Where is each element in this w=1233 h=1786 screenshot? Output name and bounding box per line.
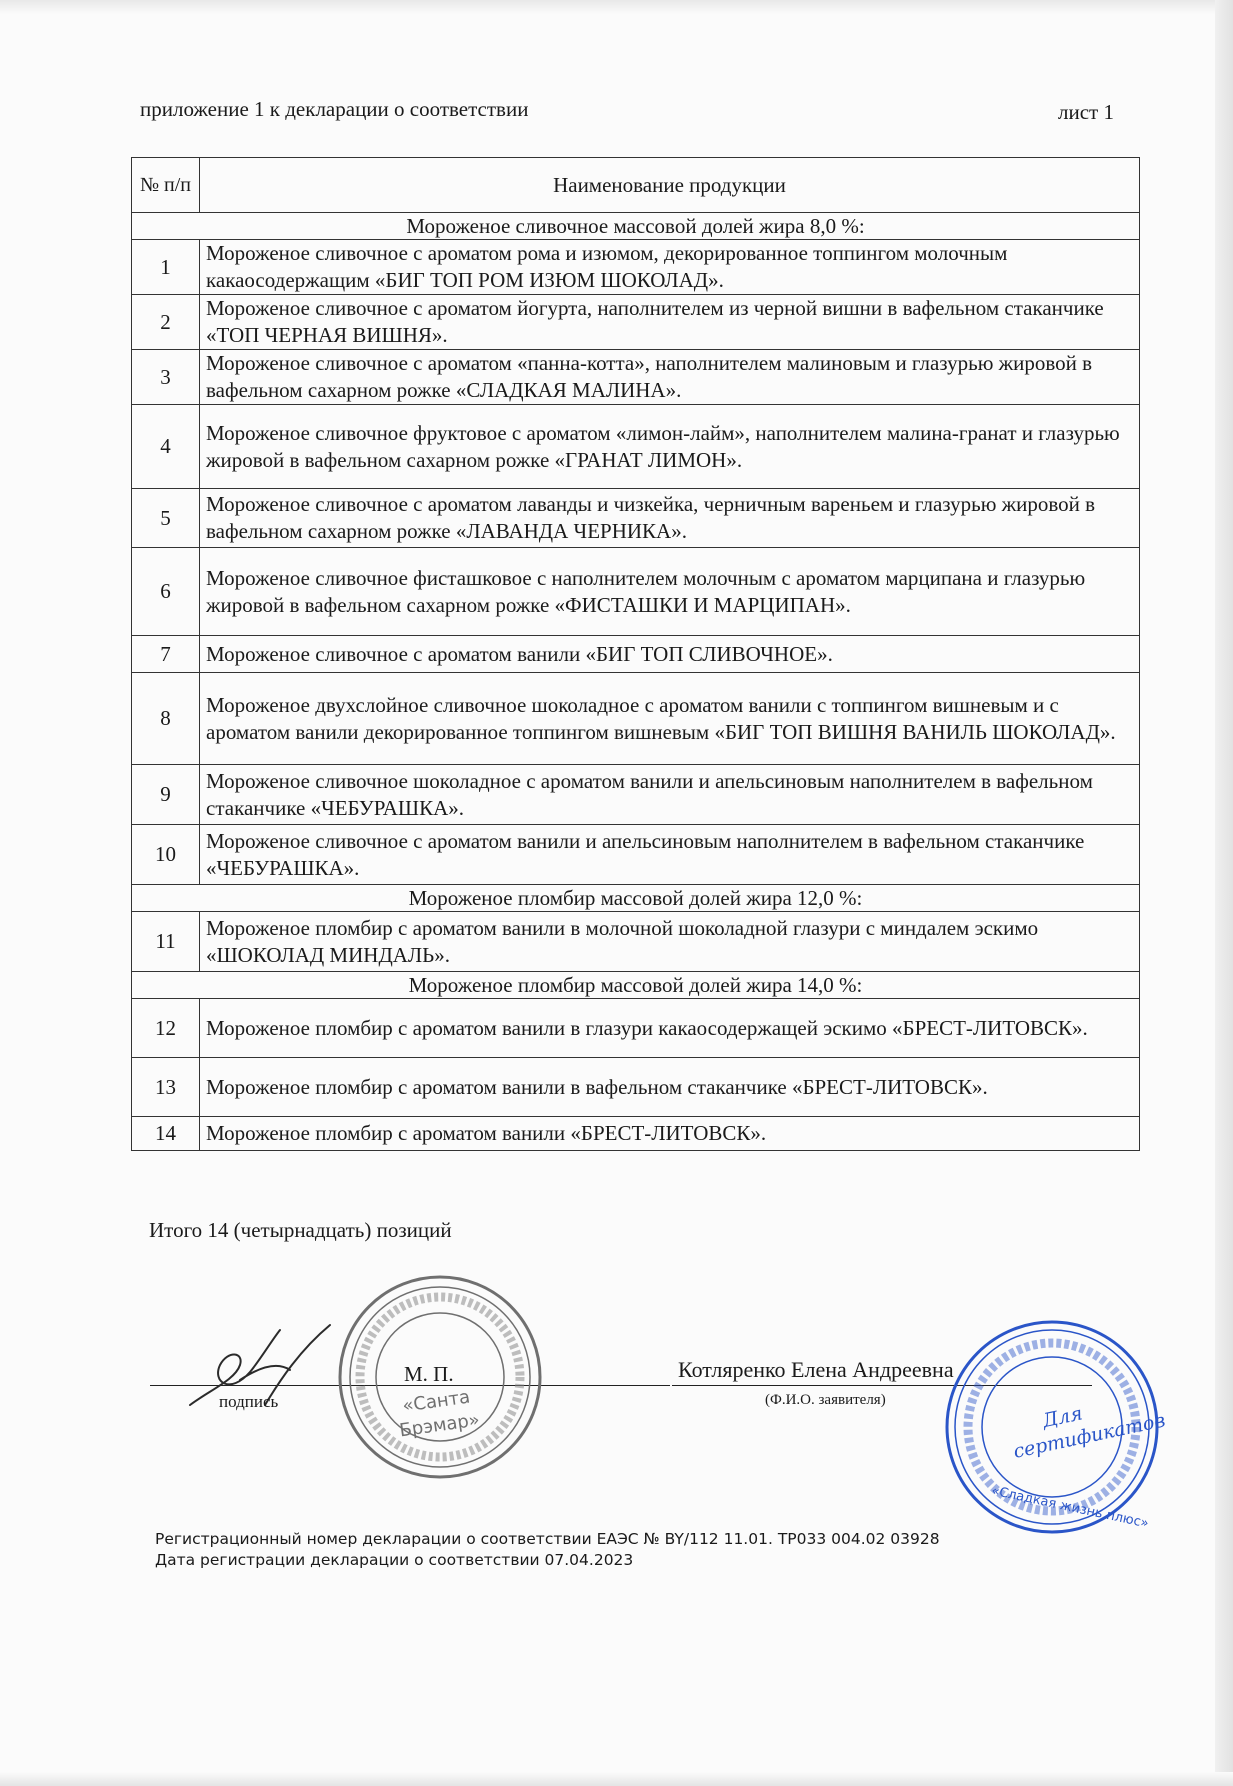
seal-place-label: М. П. [404,1362,454,1386]
page-edge-bottom [0,1772,1233,1786]
product-name: Мороженое сливочное фисташковое с наполнителем молочным с ароматом марципана и глазурью жировой в вафельном сахарном рожке «ФИСТАШКИ И МАРЦИПАН». [200,548,1140,636]
product-name: Мороженое сливочное с ароматом ванили и апельсиновым наполнителем в вафельном стаканчике «ЧЕБУРАШКА». [200,825,1140,885]
table-row [132,350,1140,405]
product-name: Мороженое пломбир с ароматом ванили в молочной шоколадной глазури с миндалем эскимо «ШОКОЛАД МИНДАЛЬ». [200,912,1140,972]
column-header-name: Наименование продукции [200,158,1140,213]
row-number: 1 [132,240,200,295]
row-number: 3 [132,350,200,405]
product-name: Мороженое сливочное шоколадное с ароматом ванили и апельсиновым наполнителем в вафельном стаканчике «ЧЕБУРАШКА». [200,765,1140,825]
blue-stamp-center-text: Для сертификатов [1011,1402,1168,1463]
row-number: 7 [132,636,200,673]
row-number: 13 [132,1058,200,1117]
row-number: 10 [132,825,200,885]
table-row [132,825,1140,885]
row-number: 2 [132,295,200,350]
product-name: Мороженое двухслойное сливочное шоколадное с ароматом ванили с топпингом вишневым и с ароматом ванили декорированное топпингом вишневым «БИГ ТОП ВИШНЯ ВАНИЛЬ ШОКОЛАД». [200,673,1140,765]
blue-stamp-bottom-text: «Сладкая жизнь плюс» [990,1483,1150,1532]
page-edge-right [1215,0,1233,1786]
products-table [131,157,1140,1151]
total-positions: Итого 14 (четырнадцать) позиций [149,1218,452,1242]
table-row [132,405,1140,489]
table-row [132,673,1140,765]
table-row [132,295,1140,350]
group-row [132,885,1140,912]
product-name: Мороженое пломбир с ароматом ванили в вафельном стаканчике «БРЕСТ-ЛИТОВСК». [200,1058,1140,1117]
row-number: 14 [132,1117,200,1151]
product-name: Мороженое сливочное с ароматом лаванды и чизкейка, черничным вареньем и глазурью жировой в вафельном сахарном рожке «ЛАВАНДА ЧЕРНИКА». [200,489,1140,548]
table-row [132,548,1140,636]
row-number: 6 [132,548,200,636]
group-title: Мороженое пломбир массовой долей жира 12,0 %: [132,885,1140,912]
table-row [132,1117,1140,1151]
product-name: Мороженое сливочное с ароматом йогурта, наполнителем из черной вишни в вафельном стаканчике «ТОП ЧЕРНАЯ ВИШНЯ». [200,295,1140,350]
product-name: Мороженое сливочное фруктовое с ароматом «лимон-лайм», наполнителем малина-гранат и глазурью жировой в вафельном сахарном рожке «ГРАНАТ ЛИМОН». [200,405,1140,489]
declarant-name: Котляренко Елена Андреевна [678,1357,954,1382]
table-header-row [132,158,1140,213]
product-name: Мороженое пломбир с ароматом ванили в глазури какаосодержащей эскимо «БРЕСТ-ЛИТОВСК». [200,999,1140,1058]
group-row [132,213,1140,240]
row-number: 11 [132,912,200,972]
declarant-caption: (Ф.И.О. заявителя) [765,1392,886,1408]
table-row [132,489,1140,548]
table-row [132,1058,1140,1117]
row-number: 5 [132,489,200,548]
table-row [132,636,1140,673]
row-number: 12 [132,999,200,1058]
table-row [132,912,1140,972]
registration-date: Дата регистрации декларации о соответствии 07.04.2023 [155,1551,634,1569]
product-name: Мороженое сливочное с ароматом рома и изюмом, декорированное топпингом молочным какаосодержащим «БИГ ТОП РОМ ИЗЮМ ШОКОЛАД». [200,240,1140,295]
row-number: 4 [132,405,200,489]
group-title: Мороженое пломбир массовой долей жира 14,0 %: [132,972,1140,999]
product-name: Мороженое пломбир с ароматом ванили «БРЕСТ-ЛИТОВСК». [200,1117,1140,1151]
appendix-title: приложение 1 к декларации о соответствии [140,97,529,121]
table-row [132,765,1140,825]
product-name: Мороженое сливочное с ароматом ванили «БИГ ТОП СЛИВОЧНОЕ». [200,636,1140,673]
registration-number: Регистрационный номер декларации о соответствии ЕАЭС № BY/112 11.01. ТР033 004.02 03928 [155,1530,940,1548]
product-name: Мороженое сливочное с ароматом «панна-котта», наполнителем малиновым и глазурью жировой в вафельном сахарном рожке «СЛАДКАЯ МАЛИНА». [200,350,1140,405]
table-row [132,240,1140,295]
seal-center-text: «Санта Брэмар» [398,1386,482,1442]
group-title: Мороженое сливочное массовой долей жира 8,0 %: [132,213,1140,240]
row-number: 9 [132,765,200,825]
table-row [132,999,1140,1058]
row-number: 8 [132,673,200,765]
signature-caption: подпись [219,1392,279,1411]
page-edge-top [0,0,1233,14]
group-row [132,972,1140,999]
column-header-number: № п/п [132,158,200,213]
sheet-number: лист 1 [1058,100,1114,124]
